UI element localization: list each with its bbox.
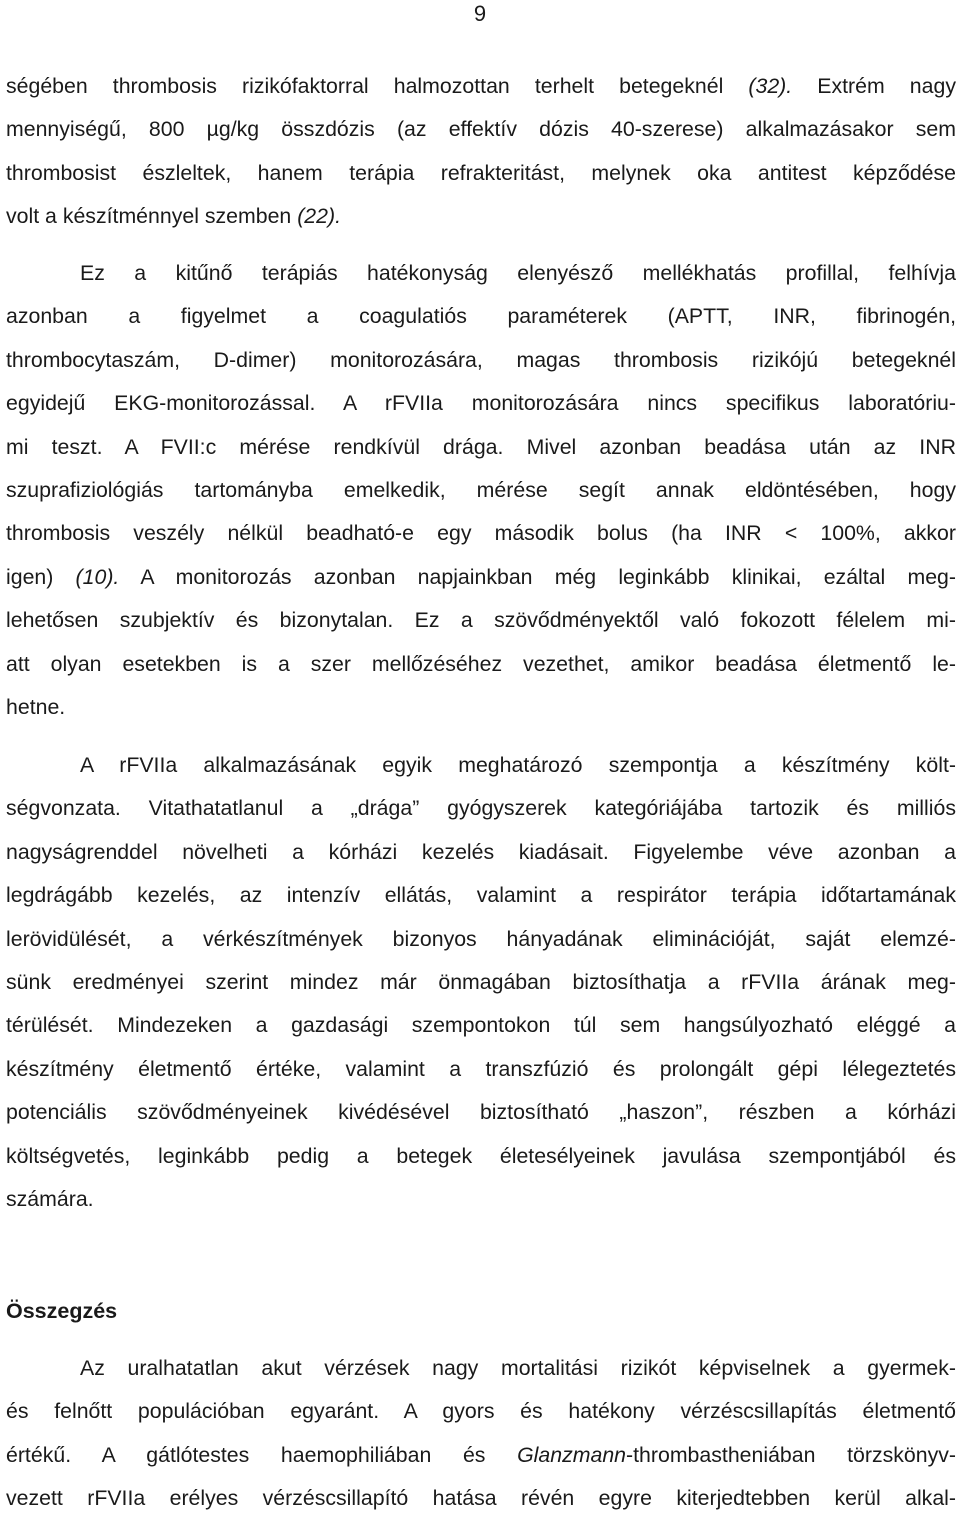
citation: (10).	[75, 564, 120, 589]
citation: (22).	[297, 204, 341, 229]
text-line: lerövidülését, a vérkészítmények bizonyos hányadának eliminációját, saját elemzé-	[6, 926, 956, 951]
text-line: ségében thrombosis rizikófaktorral halmozottan terhelt betegeknél (32). Extrém nagy	[6, 74, 956, 98]
text-line: potenciális szövődményeinek kivédésével biztosítható „haszon”, részben a kórházi	[6, 1100, 956, 1125]
text-line: Az uralhatatlan akut vérzések nagy mortalitási rizikót képviselnek a gyermek-	[80, 1356, 956, 1380]
text-line: azonban a figyelmet a coagulatiós paraméterek (APTT, INR, fibrinogén,	[6, 304, 956, 329]
text-line: lehetősen szubjektív és bizonytalan. Ez a szövődményektől való fokozott félelem mi-	[6, 608, 956, 633]
page-number: 9	[473, 1, 487, 26]
text-line: vezett rFVIIa erélyes vérzéscsillapító hatása révén egyre kiterjedtebben kerül alkal-	[6, 1486, 956, 1511]
paragraph-4	[6, 1347, 956, 1521]
paragraph-2	[6, 252, 956, 729]
text-line: igen) (10). A monitorozás azonban napjainkban még leginkább klinikai, ezáltal meg-	[6, 564, 956, 589]
text-line: A rFVIIa alkalmazásának egyik meghatározó szempontja a készítmény költ-	[80, 753, 956, 777]
text-line: költségvetés, leginkább pedig a betegek életesélyeinek javulása szempontjából és	[6, 1143, 956, 1168]
paragraph-1	[6, 65, 956, 239]
text-line: att olyan esetekben is a szer mellőzéséhez vezethet, amikor beadása életmentő le-	[6, 651, 956, 676]
text-line: ségvonzata. Vitathatatlanul a „drága” gyógyszerek kategóriájába tartozik és milliós	[6, 796, 956, 821]
text-line: értékű. A gátlótestes haemophiliában és Glanzmann-thrombastheniában törzskönyv-	[6, 1442, 956, 1467]
text-line: egyidejű EKG-monitorozással. A rFVIIa monitorozására nincs specifikus laboratóriu-	[6, 391, 956, 416]
text-line: hetne.	[6, 695, 66, 720]
section-heading: Összegzés	[6, 1299, 118, 1323]
emphasis-name: Glanzmann	[517, 1442, 627, 1467]
text-line: mennyiségű, 800 µg/kg összdózis (az effektív dózis 40-szerese) alkalmazásakor sem	[6, 117, 956, 142]
text-line: legdrágább kezelés, az intenzív ellátás, valamint a respirátor terápia időtartamának	[6, 883, 956, 908]
text-line: térülését. Mindezeken a gazdasági szempontokon túl sem hangsúlyozható eléggé a	[6, 1013, 956, 1038]
text-line: nagyságrenddel növelheti a kórházi kezelés kiadásait. Figyelembe véve azonban a	[6, 839, 956, 864]
citation: (32).	[748, 74, 793, 98]
text-line: számára.	[6, 1187, 94, 1212]
text-line: volt a készítménnyel szemben (22).	[6, 204, 341, 229]
text-line: szuprafiziológiás tartományba emelkedik, mérése segít annak eldöntésében, hogy	[6, 478, 956, 503]
text-line: thrombosis veszély nélkül beadható-e egy második bolus (ha INR < 100%, akkor	[6, 521, 956, 546]
paragraph-3	[6, 744, 956, 1221]
text-line: thrombocytaszám, D-dimer) monitorozására, magas thrombosis rizikójú betegeknél	[6, 347, 956, 372]
text-line: sünk eredményei szerint mindez már önmagában biztosíthatja a rFVIIa árának meg-	[6, 970, 956, 995]
text-line: és felnőtt populációban egyaránt. A gyors és hatékony vérzéscsillapítás életmentő	[6, 1399, 956, 1424]
text-line: készítmény életmentő értéke, valamint a transzfúzió és prolongált gépi lélegeztetés	[6, 1056, 956, 1081]
text-line: thrombosist észleltek, hanem terápia refrakteritást, melynek oka antitest képződése	[6, 160, 956, 185]
text-line: Ez a kitűnő terápiás hatékonyság elenyésző mellékhatás profillal, felhívja	[80, 261, 956, 285]
text-line: mi teszt. A FVII:c mérése rendkívül drága. Mivel azonban beadása után az INR	[6, 434, 956, 459]
